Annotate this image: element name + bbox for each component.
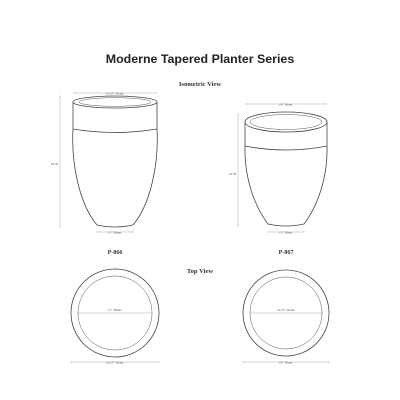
p867-rim-inner bbox=[250, 115, 322, 130]
p867-base-diameter-label: 11" Diam. bbox=[279, 230, 293, 235]
p867-isometric-drawing bbox=[229, 103, 327, 257]
p866-body bbox=[73, 129, 158, 227]
page-title: Moderne Tapered Planter Series bbox=[105, 52, 295, 66]
p866-outer-diameter-label: 19.25" Diam. bbox=[105, 360, 125, 365]
p867-band-bottom bbox=[245, 146, 327, 150]
p867-height-label: 24"H bbox=[228, 172, 236, 176]
p866-base-diameter-label: 11" Diam. bbox=[108, 230, 122, 235]
p867-outer-diameter-label: 19" Diam. bbox=[278, 360, 294, 365]
p867-inner-diameter-label: 16.75" Diam. bbox=[276, 308, 296, 312]
p866-isometric-drawing bbox=[51, 92, 158, 257]
p866-height-label: 29"H bbox=[50, 162, 58, 166]
p866-rim-inner bbox=[79, 98, 151, 107]
p866-top-view bbox=[71, 269, 159, 365]
p867-top-view bbox=[243, 270, 329, 365]
top-view-heading: Top View bbox=[186, 268, 214, 275]
p866-code: P-866 bbox=[107, 250, 123, 256]
isometric-view-heading: Isometric View bbox=[178, 81, 222, 88]
p867-top-diameter-label: 19" Diam. bbox=[278, 102, 294, 107]
p866-inner-diameter-label: 17" Diam. bbox=[107, 308, 123, 312]
p867-rim-outer bbox=[245, 112, 327, 132]
p867-code: P-867 bbox=[278, 250, 294, 256]
p867-body bbox=[245, 146, 327, 226]
p866-band-bottom bbox=[73, 129, 157, 133]
p866-top-diameter-label: 19.25" Diam. bbox=[105, 91, 125, 96]
